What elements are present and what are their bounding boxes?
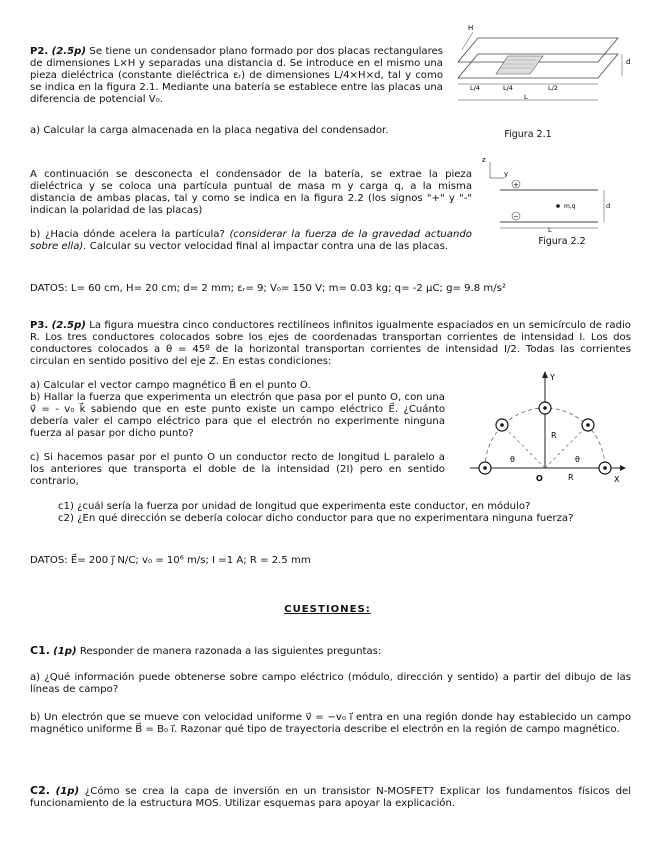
- fig1-d-label: d: [626, 58, 631, 66]
- p3-c1: c1) ¿cuál sería la fuerza por unidad de longitud que experimenta este conductor, en módulo?: [58, 501, 531, 512]
- fig-p3-X: X: [614, 475, 620, 484]
- p2-intro: [30, 46, 443, 106]
- p2-intro-text: Se tiene un condensador plano formado por dos placas rectangulares de dimensiones L×H y separadas una distancia d. Se introduce en el mismo una pieza dieléctrica (constante dieléctrica εᵣ) de dimensiones L/4×H×d, tal y como se indica en la figura 2.1. Mediante una batería se establece entre las placas una diferencia de potencial V₀.: [30, 46, 443, 105]
- p3-datos: DATOS: E⃗= 200 j⃗ N/C; v₀ = 10⁶ m/s; I =1 A; R = 2.5 mm: [30, 555, 311, 566]
- p3-question-b: b) Hallar la fuerza que experimenta un electrón que pasa por el punto O, con una v⃗ = - v₀ k⃗ sabiendo que en este punto existe un campo eléctrico E⃗. ¿Cuánto debería valer el campo eléctrico para que el electrón no experimente ninguna fuerza al pasar por dicho punto?: [30, 392, 445, 439]
- particle: [556, 204, 560, 208]
- figure-2-1-caption: Figura 2.1: [504, 129, 552, 140]
- p2-label: P2.: [30, 46, 49, 57]
- p2-question-a: a) Calcular la carga almacenada en la placa negativa del condensador.: [30, 125, 389, 136]
- p3-intro-text: La figura muestra cinco conductores rectilíneos infinitos igualmente espaciados en un semicírculo de radio R. Los tres conductores colocados sobre los ejes de coordenadas transportan corrientes de intensidad I. Los dos conductores colocados a θ = 45º de la horizontal transportan corrientes de intensidad I/2. Todas las corrientes circulan en sentido positivo del eje Z. En estas condiciones:: [30, 320, 631, 367]
- cuestiones-heading: [0, 604, 655, 616]
- c2-question: [30, 785, 631, 810]
- fig1-H-label: H: [468, 24, 474, 32]
- fig-p3-O: O: [536, 474, 543, 483]
- fig-p3-Y: Y: [550, 373, 555, 382]
- fig1-l2: L/4: [503, 84, 513, 92]
- fig2-d: d: [606, 202, 611, 210]
- fig-p3-R2: R: [568, 473, 574, 482]
- cuestiones-heading-text: CUESTIONES:: [284, 604, 371, 615]
- c1-points: (1p): [53, 646, 77, 657]
- fig2-mq: m,q: [564, 203, 576, 210]
- dielectric-block: [496, 56, 543, 74]
- p3-question-c: c) Si hacemos pasar por el punto O un conductor recto de longitud L paralelo a los anteriores que transporta el doble de la intensidad (2I) pero en sentido contrario,: [30, 452, 445, 487]
- p3-points: (2.5p): [51, 320, 86, 331]
- conductor-45-left: [496, 419, 508, 431]
- p2-datos: DATOS: L= 60 cm, H= 20 cm; d= 2 mm; εᵣ= 9; V₀= 150 V; m= 0.03 kg; q= -2 μC; g= 9.8 m/s²: [30, 283, 506, 294]
- fig1-L: L: [524, 93, 528, 101]
- figure-2-2: [478, 150, 618, 240]
- p3-question-a: a) Calcular el vector campo magnético B⃗ en el punto O.: [30, 380, 311, 391]
- figure-2-1: [448, 18, 638, 118]
- fig-p3-theta1: θ: [510, 455, 515, 464]
- c2-text: ¿Cómo se crea la capa de inversión en un transistor N-MOSFET? Explicar los fundamentos físicos del funcionamiento de la estructura MOS. Utilizar esquemas para apoyar la explicación.: [30, 786, 631, 809]
- p2-qb-italic: (considerar la fuerza de la gravedad actuando sobre ella).: [30, 229, 472, 252]
- fig1-l1: L/4: [470, 84, 480, 92]
- fig-p3-R1: R: [551, 431, 557, 440]
- p2-qb-end: Calcular su vector velocidad final al impactar contra una de las placas.: [89, 241, 449, 252]
- p2-question-b: [30, 229, 472, 253]
- figure-p3: [460, 368, 632, 488]
- fig-p3-theta2: θ: [575, 455, 580, 464]
- c1-question-b: b) Un electrón que se mueve con velocidad uniforme v⃗ = −v₀ i⃗ entra en una región donde hay establecido un campo magnético uniforme B⃗ = B₀ i⃗. Razonar qué tipo de trayectoria describe el electrón en la región de campo magnético.: [30, 712, 631, 735]
- c1-intro: [30, 645, 630, 658]
- fig2-plus: +: [513, 181, 519, 189]
- c2-points: (1p): [55, 786, 80, 797]
- conductor-left: [479, 462, 491, 474]
- conductor-right: [599, 462, 611, 474]
- p2-qb-start: b) ¿Hacia dónde acelera la partícula?: [30, 229, 225, 240]
- c1-question-a: a) ¿Qué información puede obtenerse sobre campo eléctrico (módulo, dirección y sentido) a partir del dibujo de las líneas de campo?: [30, 672, 631, 695]
- conductor-top: [539, 402, 551, 414]
- p2-points: (2.5p): [51, 46, 87, 57]
- fig1-l3: L/2: [548, 84, 558, 92]
- p3-intro: [30, 320, 631, 368]
- p3-label: P3.: [30, 320, 49, 331]
- p3-c2: c2) ¿En qué dirección se debería colocar dicho conductor para que no experimentara ninguna fuerza?: [58, 513, 574, 524]
- fig2-y: y: [504, 170, 509, 178]
- fig2-L: L: [548, 226, 552, 234]
- fig2-z: z: [482, 156, 486, 164]
- figure-2-2-caption: Figura 2.2: [538, 236, 586, 247]
- c1-intro-text: Responder de manera razonada a las siguientes preguntas:: [79, 646, 382, 657]
- fig2-minus: −: [513, 213, 519, 221]
- c1-label: C1.: [30, 644, 50, 657]
- p2-continuation: A continuación se desconecta el condensador de la batería, se extrae la pieza dieléctrica y se coloca una partícula puntual de masa m y carga q, a la misma distancia de ambas placas, tal y como se indica en la figura 2.2 (los signos "+" y "-" indican la polaridad de las placas): [30, 169, 472, 216]
- conductor-45-right: [582, 419, 594, 431]
- c2-label: C2.: [30, 784, 50, 797]
